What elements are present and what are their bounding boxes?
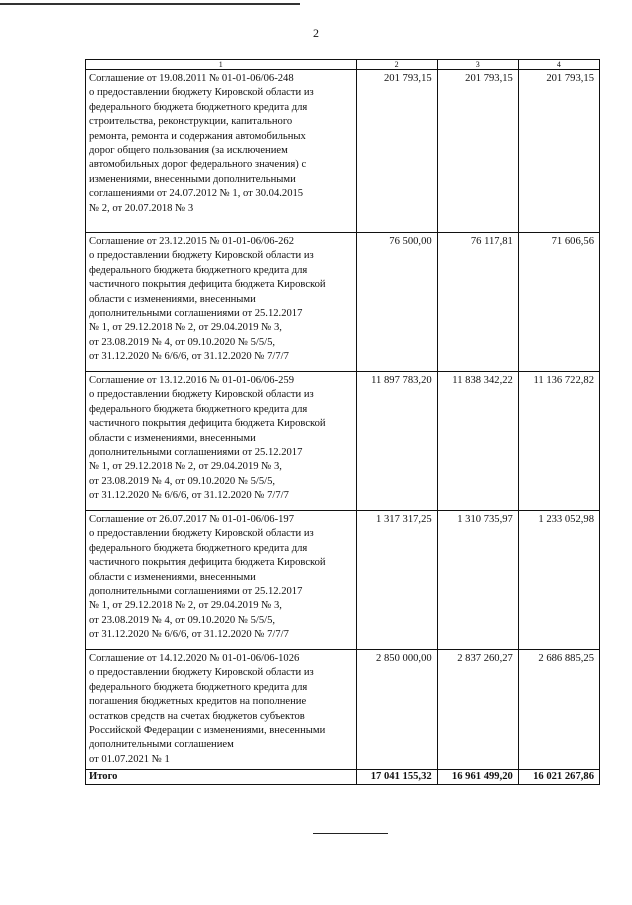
description-line: автомобильных дорог федерального значения) с	[89, 159, 307, 171]
table-row	[86, 511, 600, 650]
agreement-description	[86, 650, 357, 770]
description-line: дополнительными соглашением	[89, 739, 234, 751]
total-row	[86, 770, 600, 785]
description-line: о предоставлении бюджету Кировской области из	[89, 87, 314, 99]
description-line: строительства, реконструкции, капитального	[89, 116, 293, 128]
description-line: № 1, от 29.12.2018 № 2, от 29.04.2019 № 3,	[89, 600, 282, 612]
description-line: № 1, от 29.12.2018 № 2, от 29.04.2019 № 3,	[89, 461, 282, 473]
description-line: частичного покрытия дефицита бюджета Кировской	[89, 279, 326, 291]
amount-col2: 2 850 000,00	[356, 650, 437, 770]
description-line: о предоставлении бюджету Кировской области из	[89, 528, 314, 540]
description-line: федерального бюджета бюджетного кредита для	[89, 403, 308, 415]
header-cell-1: 1	[86, 60, 357, 70]
table-row	[86, 372, 600, 511]
amount-col2: 11 897 783,20	[356, 372, 437, 511]
amount-col3: 11 838 342,22	[437, 372, 518, 511]
description-line: от 23.08.2019 № 4, от 09.10.2020 № 5/5/5,	[89, 336, 276, 348]
description-line: от 23.08.2019 № 4, от 09.10.2020 № 5/5/5,	[89, 475, 276, 487]
description-line: № 1, от 29.12.2018 № 2, от 29.04.2019 № 3,	[89, 322, 282, 334]
amount-col2: 201 793,15	[356, 70, 437, 233]
amount-col2: 1 317 317,25	[356, 511, 437, 650]
total-label: Итого	[86, 770, 357, 785]
total-col2: 17 041 155,32	[356, 770, 437, 785]
description-line: Соглашение от 23.12.2015 № 01-01-06/06-262	[89, 236, 295, 247]
description-line: области с изменениями, внесенными	[89, 571, 256, 583]
description-line: от 31.12.2020 № 6/6/6, от 31.12.2020 № 7/7/7	[89, 490, 289, 502]
description-line: о предоставлении бюджету Кировской области из	[89, 389, 314, 401]
agreement-description	[86, 372, 357, 511]
description-line: от 23.08.2019 № 4, от 09.10.2020 № 5/5/5,	[89, 614, 276, 626]
header-cell-3: 3	[437, 60, 518, 70]
table-header-row	[86, 60, 600, 70]
amount-col4: 71 606,56	[518, 233, 599, 372]
description-line: остатков средств на счетах бюджетов субъектов	[89, 710, 305, 722]
amount-col2: 76 500,00	[356, 233, 437, 372]
top-rule	[0, 3, 300, 5]
amount-col3: 201 793,15	[437, 70, 518, 233]
description-line: частичного покрытия дефицита бюджета Кировской	[89, 557, 326, 569]
page-number: 2	[313, 26, 319, 40]
description-line: дополнительными соглашениями от 25.12.2017	[89, 586, 303, 598]
description-line: Соглашение от 26.07.2017 № 01-01-06/06-197	[89, 514, 295, 525]
description-line: № 2, от 20.07.2018 № 3	[89, 202, 194, 214]
description-line: федерального бюджета бюджетного кредита для	[89, 264, 308, 276]
amount-col4: 1 233 052,98	[518, 511, 599, 650]
bottom-rule	[313, 833, 388, 834]
agreement-description	[86, 70, 357, 233]
table-row	[86, 650, 600, 770]
description-line: дополнительными соглашениями от 25.12.2017	[89, 447, 303, 459]
description-line: от 01.07.2021 № 1	[89, 753, 170, 765]
amount-col3: 2 837 260,27	[437, 650, 518, 770]
header-cell-2: 2	[356, 60, 437, 70]
total-col3: 16 961 499,20	[437, 770, 518, 785]
amount-col4: 11 136 722,82	[518, 372, 599, 511]
description-line: Соглашение от 13.12.2016 № 01-01-06/06-259	[89, 375, 295, 386]
header-cell-4: 4	[518, 60, 599, 70]
amount-col4: 2 686 885,25	[518, 650, 599, 770]
description-line: федерального бюджета бюджетного кредита для	[89, 101, 308, 113]
description-line: области с изменениями, внесенными	[89, 432, 256, 444]
description-line: о предоставлении бюджету Кировской области из	[89, 250, 314, 262]
description-line: погашения бюджетных кредитов на пополнение	[89, 696, 307, 708]
table-row	[86, 233, 600, 372]
agreement-description	[86, 233, 357, 372]
amount-col3: 76 117,81	[437, 233, 518, 372]
description-line: Соглашение от 19.08.2011 № 01-01-06/06-248	[89, 73, 294, 84]
description-line: от 31.12.2020 № 6/6/6, от 31.12.2020 № 7/7/7	[89, 629, 289, 641]
description-line: частичного покрытия дефицита бюджета Кировской	[89, 418, 326, 430]
agreements-table	[85, 59, 600, 785]
total-col4: 16 021 267,86	[518, 770, 599, 785]
description-line: ремонта, ремонта и содержания автомобильных	[89, 130, 306, 142]
description-line: Соглашение от 14.12.2020 № 01-01-06/06-1026	[89, 653, 300, 664]
description-line: о предоставлении бюджету Кировской области из	[89, 667, 314, 679]
description-line: федерального бюджета бюджетного кредита для	[89, 542, 308, 554]
description-line: изменениями, внесенными дополнительными	[89, 173, 296, 185]
amount-col4: 201 793,15	[518, 70, 599, 233]
amount-col3: 1 310 735,97	[437, 511, 518, 650]
description-line: дополнительными соглашениями от 25.12.2017	[89, 308, 303, 320]
description-line: Российской Федерации с изменениями, внесенными	[89, 725, 326, 737]
description-line: соглашениями от 24.07.2012 № 1, от 30.04.2015	[89, 188, 304, 200]
description-line: дорог общего пользования (за исключением	[89, 145, 288, 157]
description-line: области с изменениями, внесенными	[89, 293, 256, 305]
agreement-description	[86, 511, 357, 650]
description-line: от 31.12.2020 № 6/6/6, от 31.12.2020 № 7/7/7	[89, 351, 289, 363]
table-row	[86, 70, 600, 233]
description-line: федерального бюджета бюджетного кредита для	[89, 681, 308, 693]
